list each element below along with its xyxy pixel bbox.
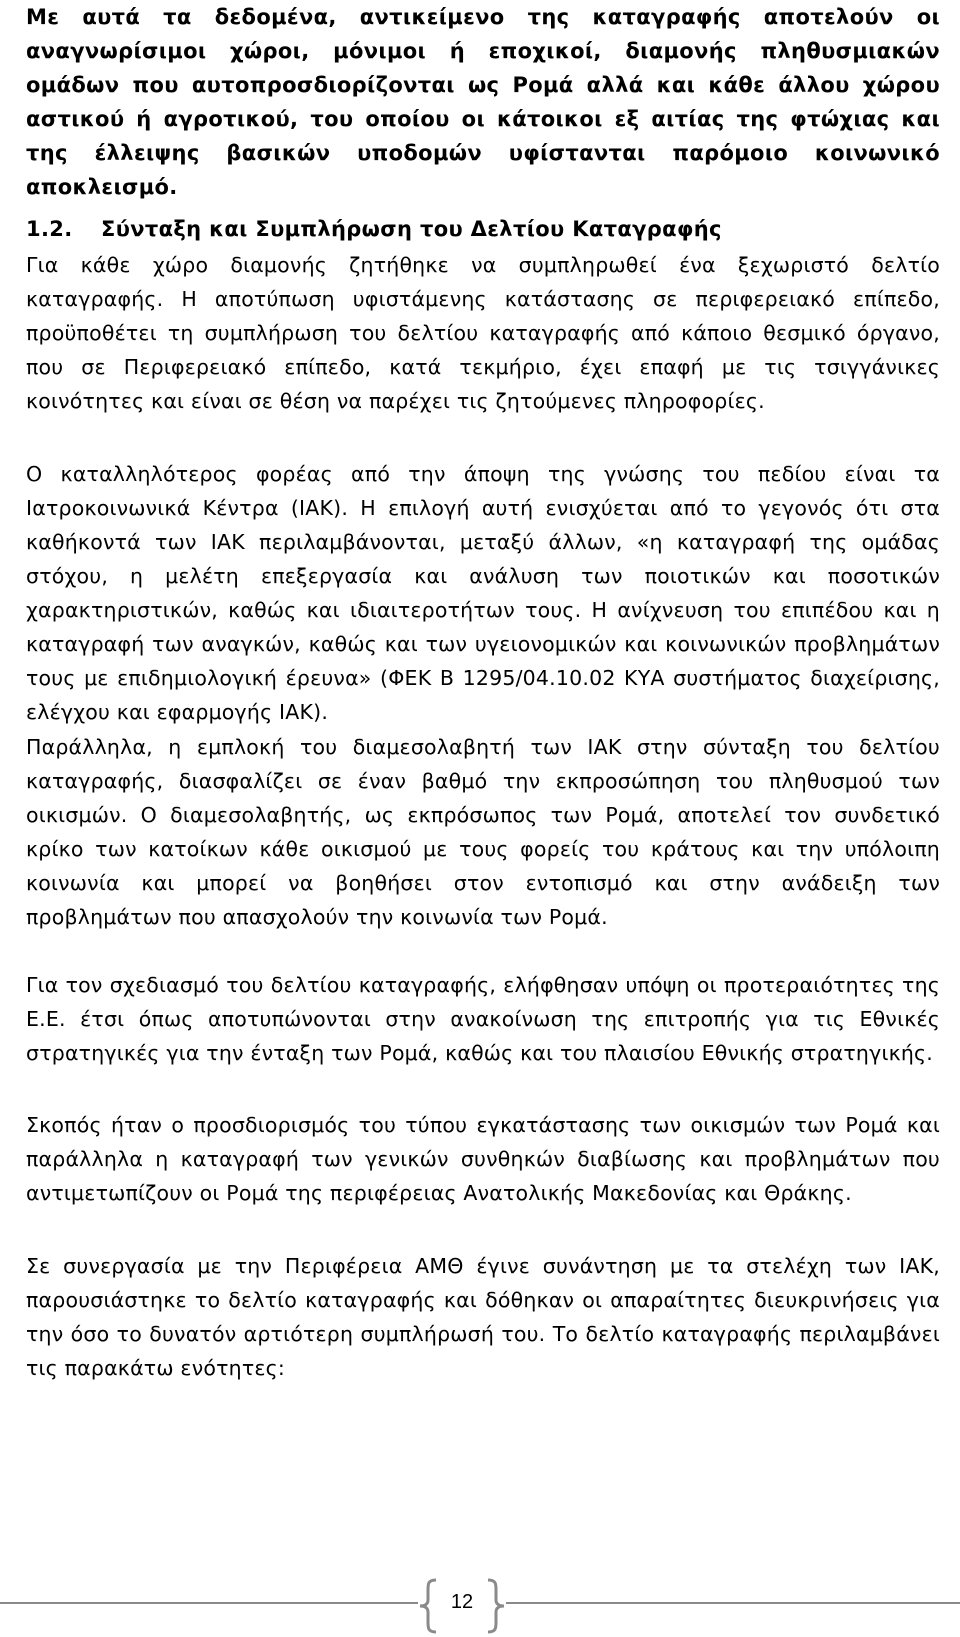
right-brace-icon xyxy=(484,1578,508,1634)
footer-rule-left xyxy=(0,1602,418,1604)
paragraph-2: Ο καταλληλότερος φορέας από την άποψη της γνώσης του πεδίου είναι τα Ιατροκοινωνικά Κέντρα (ΙΑΚ). Η επιλογή αυτή ενισχύεται από το γεγονός ότι στα καθήκοντά των ΙΑΚ περιλαμβάνονται, μεταξύ άλλων, «η καταγραφή της ομάδας στόχου, η μελέτη επεξεργασία και ανάλυση των ποιοτικών και ποσοτικών χαρακτηριστικών, καθώς και ιδιαιτεροτήτων τους. Η ανίχνευση του επιπέδου και η καταγραφή των αναγκών, καθώς και των υγειονομικών και κοινωνικών προβλημάτων τους με επιδημιολογική έρευνα» (ΦΕΚ Β 1295/04.10.02 ΚΥΑ συστήματος διαχείρισης, ελέγχου και εφαρμογής ΙΑΚ). xyxy=(26,462,940,724)
paragraph-3: Παράλληλα, η εμπλοκή του διαμεσολαβητή των ΙΑΚ στην σύνταξη του δελτίου καταγραφής, διασφαλίζει σε έναν βαθμό την εκπροσώπηση του πληθυσμού των οικισμών. Ο διαμεσολαβητής, ως εκπρόσωπος των Ρομά, αποτελεί τον συνδετικό κρίκο των κατοίκων κάθε οικισμού με τους φορείς του κράτους και την υπόλοιπη κοινωνία και μπορεί να βοηθήσει στον εντοπισμό και στην ανάδειξη των προβλημάτων που απασχολούν την κοινωνία των Ρομά. xyxy=(26,735,940,929)
paragraph-6: Σε συνεργασία με την Περιφέρεια ΑΜΘ έγινε συνάντηση με τα στελέχη των ΙΑΚ, παρουσιάστηκε το δελτίο καταγραφής και δόθηκαν οι απαραίτητες διευκρινήσεις για την όσο το δυνατόν αρτιότερη συμπλήρωσή του. Το δελτίο καταγραφής περιλαμβάνει τις παρακάτω ενότητες: xyxy=(26,1254,940,1380)
page-number: 12 xyxy=(450,1591,474,1613)
footer-rule-right xyxy=(506,1602,960,1604)
paragraph-1: Για κάθε χώρο διαμονής ζητήθηκε να συμπληρωθεί ένα ξεχωριστό δελτίο καταγραφής. Η αποτύπωση υφιστάμενης κατάστασης σε περιφερειακό επίπεδο, προϋποθέτει τη συμπλήρωση του δελτίου καταγραφής από κάποιο θεσμικό όργανο, που σε Περιφερειακό επίπεδο, κατά τεκμήριο, έχει επαφή με τις τσιγγάνικες κοινότητες και είναι σε θέση να παρέχει τις ζητούμενες πληροφορίες. xyxy=(26,253,940,413)
intro-paragraph: Με αυτά τα δεδομένα, αντικείμενο της καταγραφής αποτελούν οι αναγνωρίσιμοι χώροι, μόνιμοι ή εποχικοί, διαμονής πληθυσμιακών ομάδων που αυτοπροσδιορίζονται ως Ρομά αλλά και κάθε άλλου χώρου αστικού ή αγροτικού, του οποίου οι κάτοικοι εξ αιτίας της φτώχιας και της έλλειψης βασικών υποδομών υφίστανται παρόμοιο κοινωνικό αποκλεισμό. xyxy=(26,5,940,199)
section-number: 1.2. xyxy=(26,217,73,241)
paragraph-4: Για τον σχεδιασμό του δελτίου καταγραφής, ελήφθησαν υπόψη οι προτεραιότητες της Ε.Ε. έτσι όπως αποτυπώνονται στην ανακοίνωση της επιτροπής για τις Εθνικές στρατηγικές για την ένταξη των Ρομά, καθώς και του πλαισίου Εθνικής στρατηγικής. xyxy=(26,973,940,1065)
page-footer xyxy=(0,1580,960,1636)
left-brace-icon xyxy=(416,1578,440,1634)
paragraph-5: Σκοπός ήταν ο προσδιορισμός του τύπου εγκατάστασης των οικισμών των Ρομά και παράλληλα η καταγραφή των γενικών συνθηκών διαβίωσης και προβλημάτων που αντιμετωπίζουν οι Ρομά της περιφέρειας Ανατολικής Μακεδονίας και Θράκης. xyxy=(26,1113,940,1205)
section-title: Σύνταξη και Συμπλήρωση του Δελτίου Καταγραφής xyxy=(101,217,722,241)
section-heading xyxy=(26,212,940,246)
